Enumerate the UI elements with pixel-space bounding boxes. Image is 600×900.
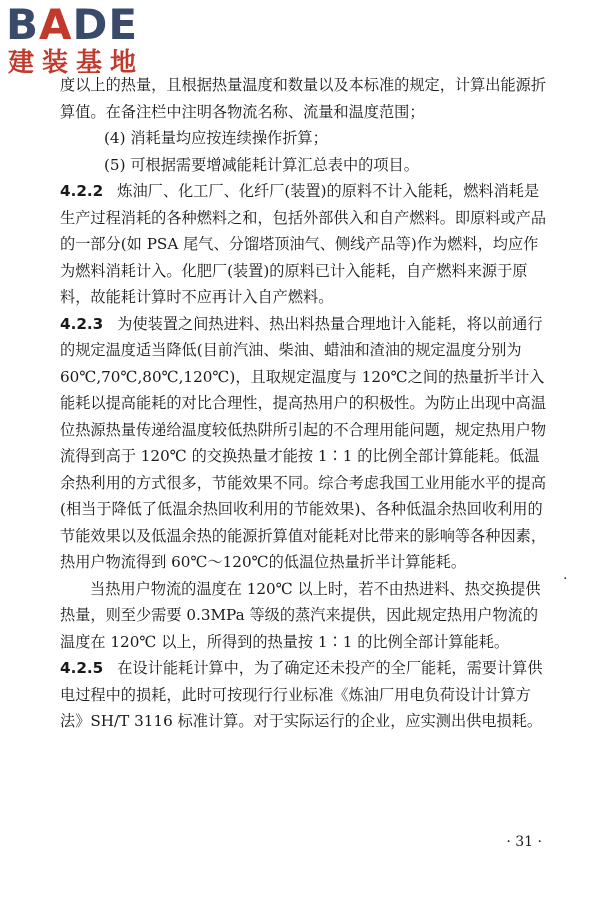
section-text: 炼油厂、化工厂、化纤厂(装置)的原料不计入能耗，燃料消耗是生产过程消耗的各种燃料之和，包括外部供入和自产燃料。即原料或产品的一部分(如 PSA 尾气、分馏塔顶油气、侧线产品等)作为燃料，均应作为燃料消耗计入。化肥厂(装置)的原料已计入能耗，自产燃料来源于原料，故能耗计算时不应再计入自产燃料。 — [60, 182, 546, 306]
brand-logo-accent-letter: A — [39, 0, 73, 49]
section-number: 4.2.5 — [60, 659, 104, 677]
document-body — [60, 72, 550, 735]
list-item: (4) 消耗量均应按连续操作折算； — [104, 129, 328, 147]
paragraph: 当热用户物流的温度在 120℃ 以上时，若不由热进料、热交换提供热量，则至少需要 0.3MPa 等级的蒸汽来提供，因此规定热用户物流的温度在 120℃ 以上，所得到的热量按 1∶1 的比例全部计算能耗。 — [60, 579, 541, 651]
section-text: 在设计能耗计算中，为了确定还未投产的全厂能耗，需要计算供电过程中的损耗，此时可按现行行业标准《炼油厂用电负荷设计计算方法》SH/T 3116 标准计算。对于实际运行的企业，应实测出供电损耗。 — [60, 659, 543, 730]
brand-logo-main: BADE — [6, 0, 139, 49]
paragraph-continuation: 度以上的热量，且根据热量温度和数量以及本标准的规定，计算出能源折算值。在备注栏中注明各物流名称、流量和温度范围； — [60, 76, 546, 121]
brand-logo-sub: 建装基地 — [8, 48, 145, 78]
section-paragraph — [60, 655, 550, 735]
section-paragraph — [60, 178, 550, 311]
page-number: · 31 · — [506, 834, 542, 850]
section-number: 4.2.2 — [60, 182, 104, 200]
section-number: 4.2.3 — [60, 314, 104, 333]
brand-logo — [6, 0, 176, 82]
section-text: 为使装置之间热进料、热出料热量合理地计入能耗，将以前通行的规定温度适当降低(目前汽油、柴油、蜡油和渣油的规定温度分别为 60℃,70℃,80℃,120℃)，且取规定温度与 120℃之间的热量折半计入能耗以提高能耗的对比合理性，提高热用户的积极性。为防止出现中高温位热源热量传递给温度较低热阱所引起的不合理用能问题，规定热用户物流得到高于 120℃ 的交换热量才能按 1∶1 的比例全部计算能耗。低温余热利用的方式很多，节能效果不同。综合考虑我国工业用能水平的提高(相当于降低了低温余热回收利用的节能效果)、各种低温余热回收利用的节能效果以及低温余热的能源折算值对能耗对比带来的影响等各种因素，热用户物流得到 60℃～120℃的低温位热量折半计算能耗。 — [60, 314, 546, 571]
section-paragraph — [60, 311, 550, 576]
list-item: (5) 可根据需要增减能耗计算汇总表中的项目。 — [104, 155, 419, 174]
margin-mark: · — [563, 571, 568, 587]
